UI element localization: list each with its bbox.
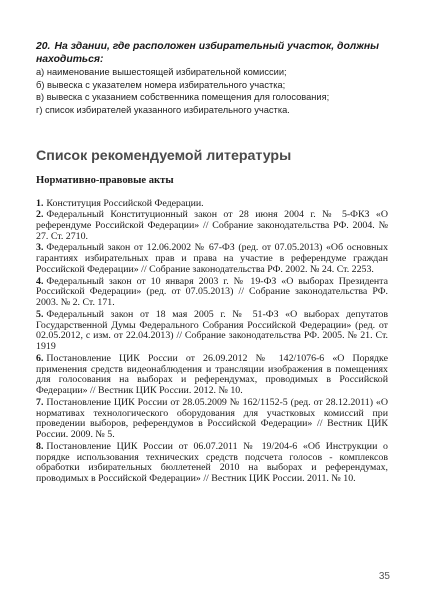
reference-number: 1. xyxy=(36,198,44,209)
reference-number: 8. xyxy=(36,440,44,452)
answer-option: в) вывеска с указанием собственника помещения для голосования; xyxy=(36,92,330,103)
reference-text: Постановление ЦИК России от 06.07.2011 № 19/204-6 «Об Инструкции о порядке использования технических средств подсчета голосов - комплексов обработки избирательных бюллетеней 2010 на выборах и референдумах, проводимых в Российской Федерации» // Вестник ЦИК России. 2011. № 10. xyxy=(36,440,388,485)
reference-number: 6. xyxy=(36,352,44,364)
reference-number: 4. xyxy=(36,275,44,287)
reference-number: 2. xyxy=(36,209,44,221)
reference-text: Постановление ЦИК России от 28.05.2009 № 162/1152-5 (ред. от 28.12.2011) «О нормативах технологического оборудования для участковых комиссий при проведении выборов, референдумов в Российской Федерации» // Вестник ЦИК России. 2009. № 5. xyxy=(36,396,388,441)
reference-list xyxy=(36,199,388,486)
reference-item xyxy=(36,199,388,210)
reference-item xyxy=(36,398,388,442)
reference-text: Конституция Российской Федерации. xyxy=(46,198,204,209)
reference-item xyxy=(36,277,388,310)
answer-option: г) список избирателей указанного избирательного участка. xyxy=(36,104,290,115)
reference-text: Федеральный Конституционный закон от 28 июня 2004 г. № 5-ФКЗ «О референдуме Российской Федерации» // Собрание законодательства РФ. 2004. № 27. Ст. 2710. xyxy=(36,209,388,243)
reference-item xyxy=(36,354,388,398)
subsection-title: Нормативно-правовые акты xyxy=(36,175,174,186)
section-title: Список рекомендуемой литературы xyxy=(36,148,292,164)
answer-option: б) вывеска с указателем номера избирательного участка; xyxy=(36,79,286,90)
question-text: На здании, где расположен избирательный участок, должны находиться: xyxy=(36,41,380,65)
reference-number: 7. xyxy=(36,396,44,408)
reference-number: 5. xyxy=(36,308,44,320)
question-title xyxy=(36,40,396,66)
reference-item xyxy=(36,442,388,486)
question-block xyxy=(36,40,396,116)
reference-item xyxy=(36,243,388,276)
reference-number: 3. xyxy=(36,242,44,254)
reference-item xyxy=(36,210,388,243)
answer-option: а) наименование вышестоящей избирательной комиссии; xyxy=(36,67,287,77)
reference-text: Федеральный закон от 12.06.2002 № 67-ФЗ (ред. от 07.05.2013) «Об основных гарантиях избирательных прав и права на участие в референдуме граждан Российской Федерации» // Собрание законодательства РФ. 2002. № 24. Ст. 2253. xyxy=(36,242,388,276)
reference-text: Федеральный закон от 18 мая 2005 г. № 51-ФЗ «О выборах депутатов Государственной Думы Федерального Собрания Российской Федерации» (ред. от 02.05.2012, с изм. от 22.04.2013) // Собрание законодательства РФ. 2005. № 21. Ст. 1919 xyxy=(36,308,388,353)
reference-item xyxy=(36,310,388,354)
page-number: 35 xyxy=(378,571,390,582)
reference-text: Федеральный закон от 10 января 2003 г. № 19-ФЗ «О выборах Президента Российской Федерации» (ред. от 07.05.2013) // Собрание законодательства РФ. 2003. № 2. Ст. 171. xyxy=(36,275,388,309)
question-number: 20. xyxy=(36,41,51,52)
reference-text: Постановление ЦИК России от 26.09.2012 № 142/1076-6 «О Порядке применения средств видеонаблюдения и трансляции изображения в помещениях для голосования на выборах и референдумах, проводимых в Российской Федерации» // Вестник ЦИК России. 2012. № 10. xyxy=(36,352,388,397)
